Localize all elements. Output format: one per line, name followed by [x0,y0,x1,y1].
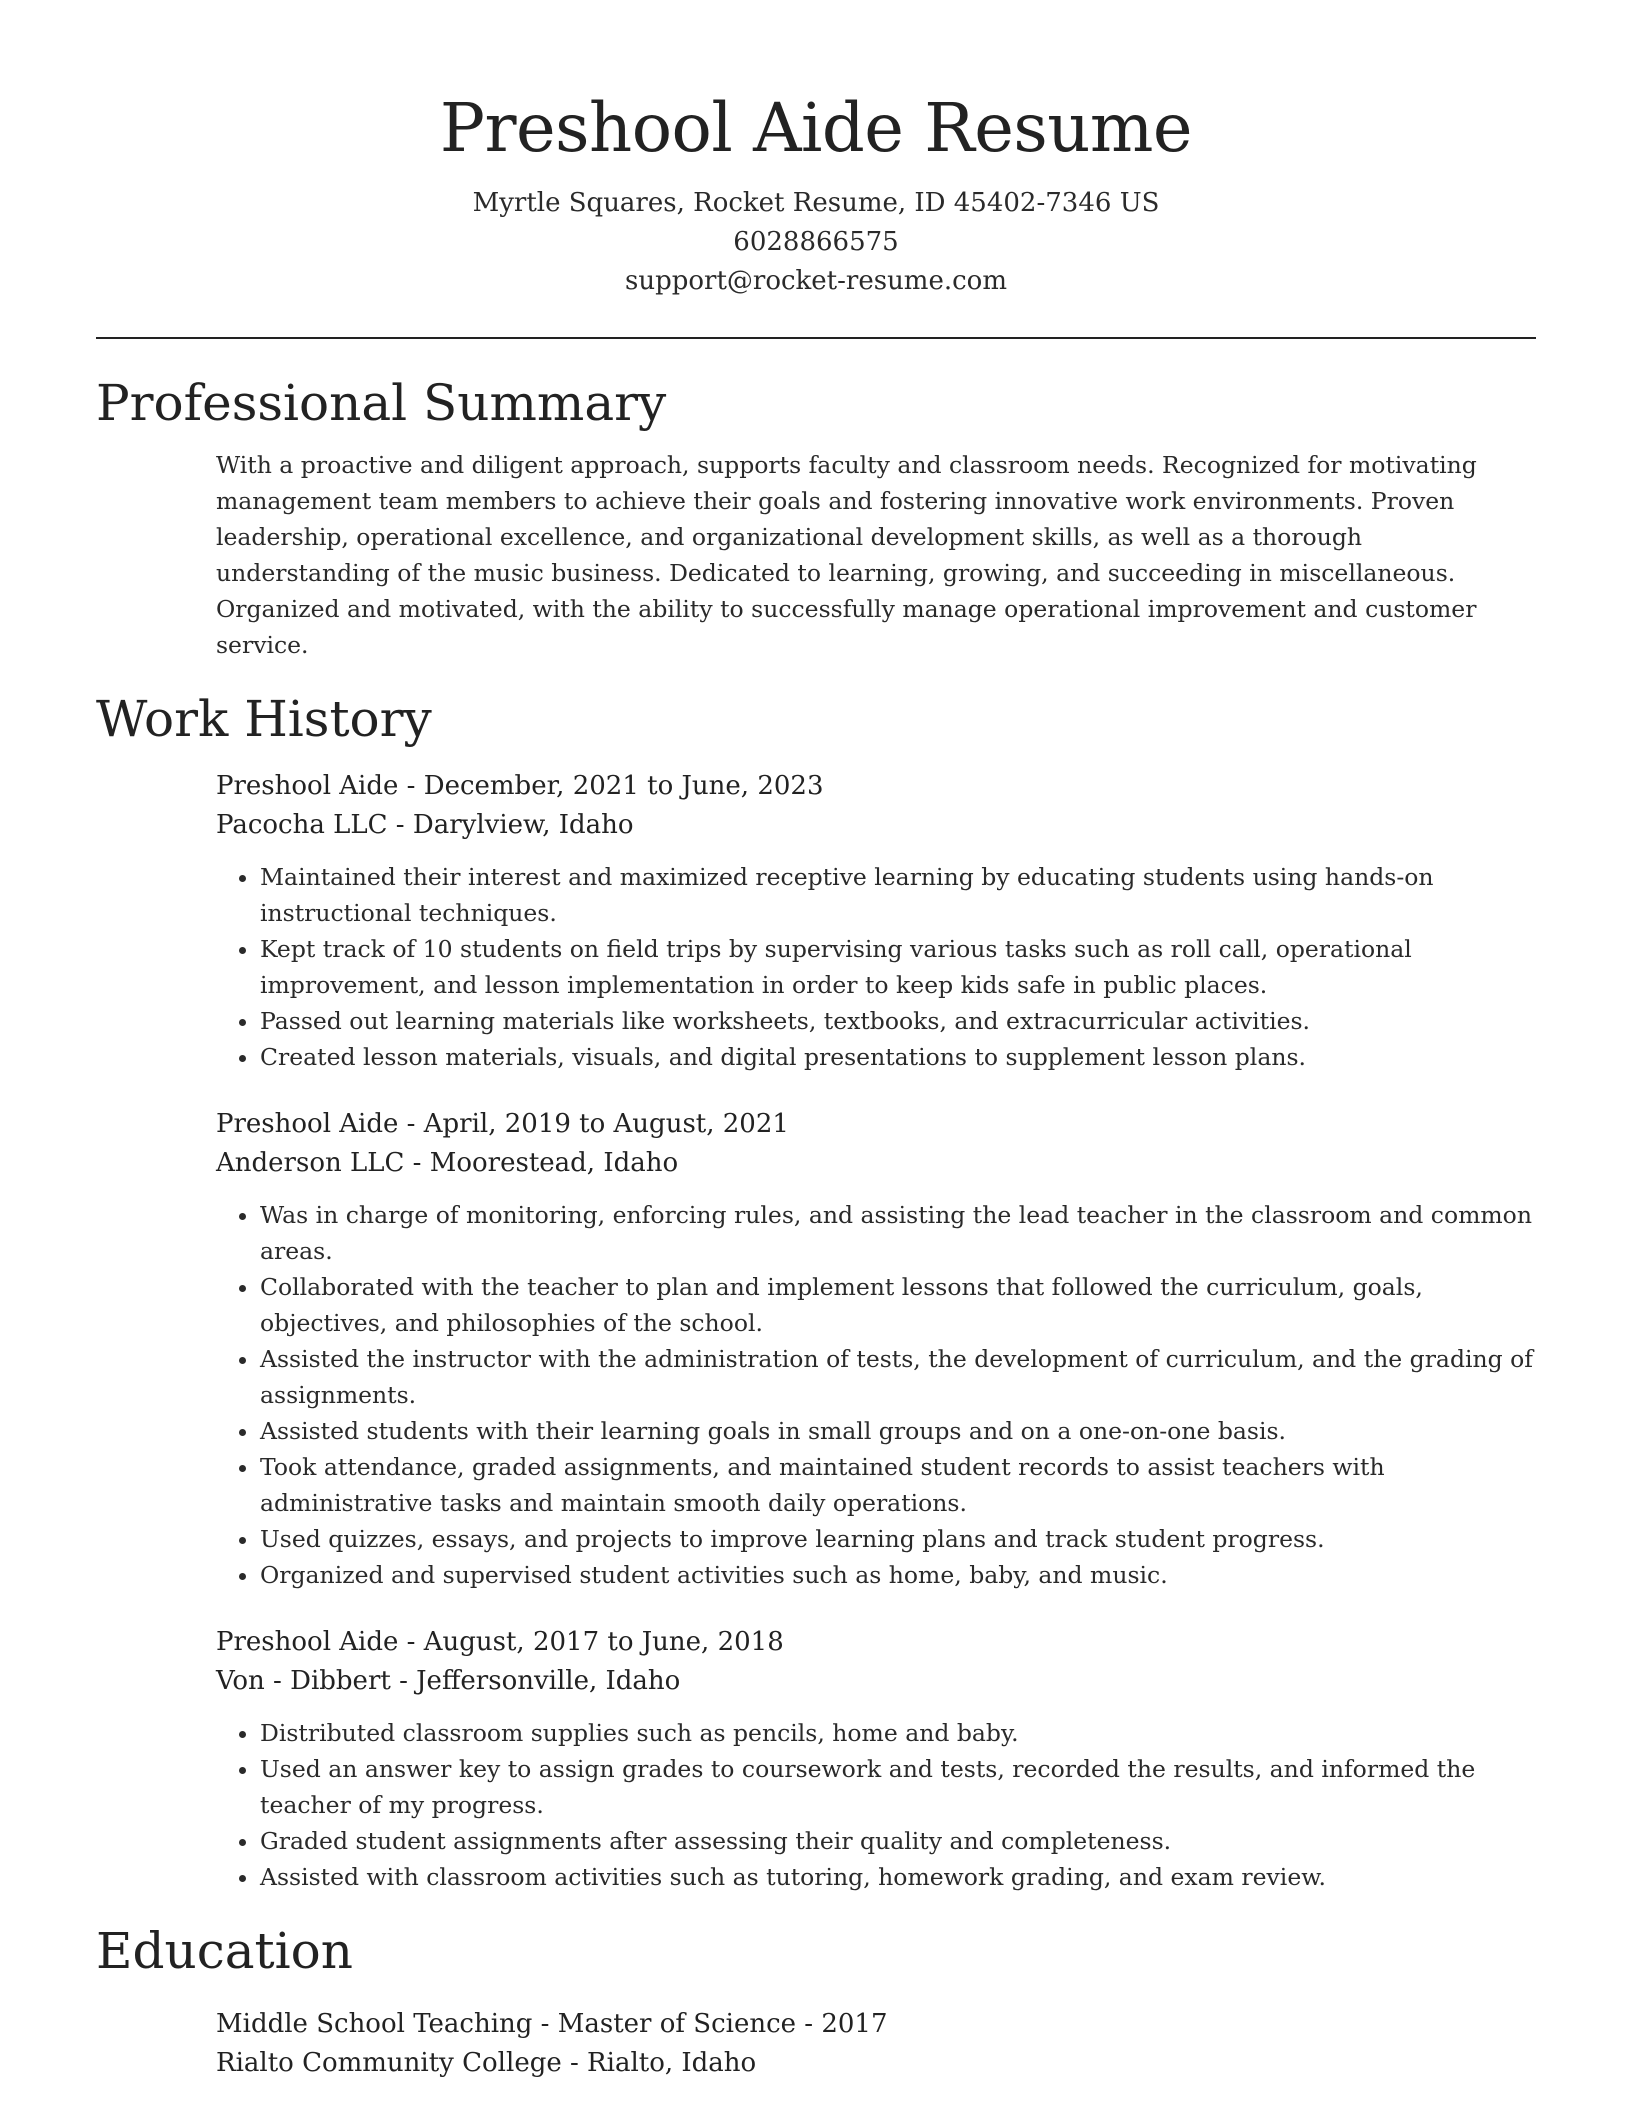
job-duty: • Assisted the instructor with the administration of tests, the development of curriculum, and the grading of assignments. [260,1341,1536,1413]
job-duty: • Took attendance, graded assignments, and maintained student records to assist teachers with administrative tasks and maintain smooth daily operations. [260,1449,1536,1521]
resume-title: Preshool Aide Resume [439,89,1193,167]
job-entry [216,1105,1536,1593]
contact-address: Myrtle Squares, Rocket Resume, ID 45402-7346 US [472,188,1160,218]
education-degree: Middle School Teaching - Master of Science - 2017 [216,2009,888,2039]
contact-phone: 6028866575 [733,227,899,257]
job-duty: • Was in charge of monitoring, enforcing rules, and assisting the lead teacher in the classroom and common areas. [260,1197,1536,1269]
education-heading: Education [96,1922,353,1980]
education-section [96,1921,1536,2083]
job-duty: • Used quizzes, essays, and projects to improve learning plans and track student progress. [260,1521,1536,1557]
education-entry [216,2005,1536,2083]
summary-text: With a proactive and diligent approach, supports faculty and classroom needs. Recognized for motivating management team members to achieve their goals and fostering innovative work environments. Proven leadership, operational excellence, and organizational development skills, as well as a thorough understanding of the music business. Dedicated to learning, growing, and succeeding in miscellaneous. Organized and motivated, with the ability to successfully manage operational improvement and customer service. [216,451,1477,659]
job-title-dates: Preshool Aide - August, 2017 to June, 2018 [216,1627,784,1657]
job-duty: • Assisted with classroom activities such as tutoring, homework grading, and exam review. [260,1859,1536,1895]
work-history-section [96,689,1536,1895]
summary-section [96,373,1536,663]
job-duty: • Created lesson materials, visuals, and digital presentations to supplement lesson plans. [260,1039,1536,1075]
job-duty: • Organized and supervised student activities such as home, baby, and music. [260,1557,1536,1593]
job-duty: • Passed out learning materials like worksheets, textbooks, and extracurricular activities. [260,1003,1536,1039]
job-title-dates: Preshool Aide - December, 2021 to June, 2023 [216,771,824,801]
contact-block [96,184,1536,301]
job-duties-list [216,1715,1536,1895]
job-duty: • Kept track of 10 students on field trips by supervising various tasks such as roll call, operational improvement, and lesson implementation in order to keep kids safe in public places. [260,931,1536,1003]
job-duty: • Collaborated with the teacher to plan and implement lessons that followed the curriculum, goals, objectives, and philosophies of the school. [260,1269,1536,1341]
job-duties-list [216,1197,1536,1593]
job-entry [216,1623,1536,1895]
job-employer-location: Von - Dibbert - Jeffersonville, Idaho [216,1666,681,1696]
resume-header [96,0,1536,301]
summary-heading: Professional Summary [96,374,667,432]
work-history-heading: Work History [96,690,432,748]
contact-email: support@rocket-resume.com [624,266,1007,296]
education-school: Rialto Community College - Rialto, Idaho [216,2048,757,2078]
job-duty: • Maintained their interest and maximized receptive learning by educating students using hands-on instructional techniques. [260,859,1536,931]
job-duty: • Used an answer key to assign grades to coursework and tests, recorded the results, and informed the teacher of my progress. [260,1751,1536,1823]
job-entry [216,767,1536,1075]
job-employer-location: Pacocha LLC - Darylview, Idaho [216,810,634,840]
job-duties-list [216,859,1536,1075]
job-employer-location: Anderson LLC - Moorestead, Idaho [216,1148,679,1178]
job-duty: • Assisted students with their learning goals in small groups and on a one-on-one basis. [260,1413,1536,1449]
job-title-dates: Preshool Aide - April, 2019 to August, 2021 [216,1109,789,1139]
header-divider [96,337,1536,339]
job-duty: • Distributed classroom supplies such as pencils, home and baby. [260,1715,1536,1751]
job-duty: • Graded student assignments after assessing their quality and completeness. [260,1823,1536,1859]
